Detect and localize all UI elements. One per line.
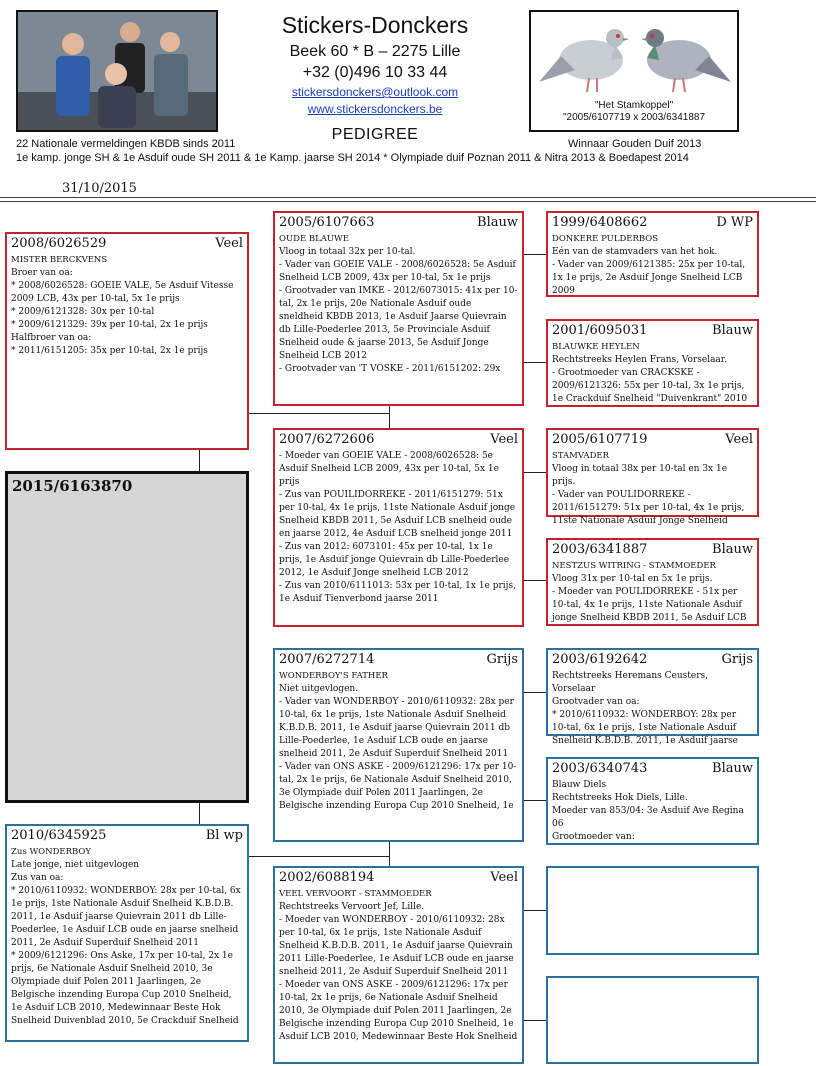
info-line: Moeder van 853/04: 3e Asduif Ave Regina 06 (552, 806, 744, 829)
info-line: Vloog 31x per 10-tal en 5x 1e prijs. (552, 574, 713, 584)
info-line: - Grootmoeder van CRACKSKE - 2009/6121326: 55x per 10-tal, 3x 1e prijs, 1e Crackduif Snelheid "Duivenkrant" 2010 (552, 368, 748, 404)
ring-number: 2001/6095031 (552, 323, 648, 338)
sds-card (546, 428, 759, 526)
pigeon-name: OUDE BLAUWE (279, 234, 349, 244)
header-contact (240, 10, 510, 144)
info-line: * 2009/6121329: 39x per 10-tal, 2x 1e prijs (11, 320, 208, 330)
dam-dam-card (273, 866, 524, 1064)
dam-card (5, 824, 249, 1042)
sdd-card (546, 538, 759, 626)
sire-dam-card (273, 428, 524, 627)
info-left: 22 Nationale vermeldingen KBDB sinds 2011 (16, 138, 236, 150)
connector (199, 450, 200, 471)
address: Beek 60 * B – 2275 Lille (289, 43, 461, 60)
sss-card (546, 211, 759, 297)
dsd-card (546, 757, 759, 845)
info-line: Vloog in totaal 32x per 10-tal. (279, 247, 416, 257)
info-line: Eén van de stamvaders van het hok. (552, 247, 718, 257)
connector (524, 362, 546, 363)
ring-number: 2010/6345925 (11, 828, 107, 843)
divider (0, 197, 816, 198)
ring-number: 2005/6107719 (552, 432, 648, 447)
main-ring: 2015/6163870 (12, 477, 133, 495)
pigeon-color: Blauw (712, 323, 753, 338)
ring-number: 2003/6340743 (552, 761, 648, 776)
info-line: - Zus van 2010/6111013: 53x per 10-tal, 1x 1e prijs, 1e Asduif Tienverbond jaarse 2011 (279, 581, 516, 604)
info-line: * 2010/6110932: WONDERBOY: 28x per 10-tal, 6x 1e prijs, 1ste Nationale Asduif Snelheid K.B.D.B. 2011, 1e Asduif jaarse Quievrain 2011 db Lille-Poederlee, 1e Asduif LCB oude en jaarse snelheid 2011, 2e Asduif Superduif Snelheid 2011 (11, 886, 241, 948)
main-pigeon-card (5, 471, 249, 803)
connector (524, 1020, 546, 1021)
dss-card (546, 648, 759, 746)
info-line: * 2011/6151205: 35x per 10-tal, 2x 1e prijs (11, 346, 208, 356)
ring-number: 2003/6341887 (552, 542, 648, 557)
pigeon-color: Veel (725, 432, 753, 447)
pigeon-color: Blauw (477, 215, 518, 230)
pigeon-name: WONDERBOY'S FATHER (279, 671, 388, 681)
info-line: Rechtstreeks Vervoort Jef, Lille. (279, 902, 425, 912)
connector (524, 580, 546, 581)
info-line: - Moeder van POULIDORREKE - 51x per 10-tal, 4x 1e prijs, 11ste Nationale Asduif jonge Snelheid KBDB 2011, 5e Asduif LCB (552, 587, 747, 623)
website-link[interactable]: www.stickersdonckers.be (307, 102, 443, 116)
info-line: Rechtstreeks Hok Diels, Lille. (552, 793, 688, 803)
pigeon-caption-1: "Het Stamkoppel" (594, 100, 674, 111)
info-line: Niet uitgevlogen. (279, 684, 359, 694)
info-line: - Moeder van ONS ASKE - 2009/6121296: 17x per 10-tal, 2x 1e prijs, 6e Nationale Asduif Snelheid 2010, 3e Olympiade duif Polen 2011 Jaarlingen, 2e Belgische inzending Europa Cup 2010 Snelheid, 1e Asduif LCB 2010, Medewinnaar Beste Hok Snelheid (279, 980, 518, 1042)
ring-number: 2008/6026529 (11, 236, 107, 251)
pigeon-name: NESTZUS WITRING - STAMMOEDER (552, 561, 716, 571)
connector (524, 800, 546, 801)
connector (389, 406, 390, 428)
sire-sire-card (273, 211, 524, 406)
info-line: - Zus van 2012: 6073101: 45x per 10-tal, 1x 1e prijs, 1e Asduif jonge Quievrain db Lille-Poederlee 2012, 1e Asduif Jonge snelheid LCB 2012 (279, 542, 510, 578)
connector (524, 692, 546, 693)
doc-title: PEDIGREE (331, 126, 419, 143)
info-line: - Zus van POUILIDORREKE - 2011/6151279: 51x per 10-tal, 4x 1e prijs, 11ste Nationale Asduif jonge Snelheid KBDB 2011, 5e Asduif LCB snelheid oude en jaarse 2012, 4e Asduif LCB snelheid jonge 2011 (279, 490, 516, 539)
info-line: Blauw Diels (552, 780, 607, 790)
date: 31/10/2015 (62, 181, 137, 196)
info-line: Broer van oa: (11, 268, 73, 278)
info-line: - Vader van ONS ASKE - 2009/6121296: 17x per 10-tal, 2x 1e prijs, 6e Nationale Asduif Snelheid 2010, 3e Olympiade duif Polen 2011 Jaarlingen, 2e Belgische inzending Europa Cup 2010 Snelheid, 1e (279, 762, 517, 811)
pigeon-color: Grijs (721, 652, 753, 667)
sire-card (5, 232, 249, 450)
pigeon-color: D WP (716, 215, 753, 230)
pigeon-color: Blauw (712, 542, 753, 557)
ddd-card-empty (546, 976, 759, 1064)
ring-number: 2007/6272606 (279, 432, 375, 447)
info-line: Vloog in totaal 38x per 10-tal en 3x 1e prijs. (552, 464, 728, 487)
family-photo-icon (18, 12, 216, 130)
dds-card-empty (546, 866, 759, 955)
brand-name: Stickers-Donckers (281, 12, 469, 38)
connector (389, 842, 390, 866)
info-line: Late jonge, niet uitgevlogen (11, 860, 140, 870)
pigeon-name: Zus WONDERBOY (11, 847, 91, 857)
email-link[interactable]: stickersdonckers@outlook.com (291, 85, 459, 99)
info-line: - Moeder van WONDERBOY - 2010/6110932: 28x per 10-tal, 6x 1e prijs, 1ste Nationale Asduif Snelheid K.B.D.B. 2011, 1e Asduif jaarse Quievrain 2011 Lille-Poederlee, 1e Asduif LCB oude en jaarse snelheid 2011, 2e Asduif Superduif Snelheid 2011 (279, 915, 514, 977)
pigeon-color: Grijs (486, 652, 518, 667)
phone: +32 (0)496 10 33 44 (302, 64, 448, 81)
pigeon-name: MISTER BERCKVENS (11, 255, 108, 265)
info-line: - Vader van GOEIE VALE - 2008/6026528: 5e Asduif Snelheid LCB 2009, 43x per 10-tal, 5x 1e prijs (279, 260, 516, 283)
info-line: Grootvader van oa: (552, 697, 640, 707)
connector (524, 254, 546, 255)
connector (249, 413, 389, 414)
ring-number: 2007/6272714 (279, 652, 375, 667)
connector (524, 910, 546, 911)
connector (524, 472, 546, 473)
ring-number: 2002/6088194 (279, 870, 375, 885)
pigeon-name: DONKERE PULDERBOS (552, 234, 659, 244)
dam-sire-card (273, 648, 524, 842)
breeders-photo (16, 10, 218, 132)
ring-number: 2003/6192642 (552, 652, 648, 667)
stamkoppel-box (529, 10, 739, 132)
info-line: * 2008/6026528: GOEIE VALE, 5e Asduif Vitesse 2009 LCB, 43x per 10-tal, 5x 1e prijs (11, 281, 234, 304)
connector (199, 803, 200, 824)
pigeon-color: Veel (215, 236, 243, 251)
info-right: Winnaar Gouden Duif 2013 (568, 138, 702, 150)
pigeon-color: Blauw (712, 761, 753, 776)
pigeon-name: VEEL VERVOORT - STAMMOEDER (279, 889, 432, 899)
connector (249, 856, 389, 857)
pigeon-pair-icon (531, 12, 737, 102)
ring-number: 1999/6408662 (552, 215, 648, 230)
info-line: Rechtstreeks Heremans Ceusters, Vorselaar (552, 671, 709, 694)
pigeon-name: BLAUWKE HEYLEN (552, 342, 640, 352)
pigeon-color: Veel (490, 870, 518, 885)
info-line: Halfbroer van oa: (11, 333, 92, 343)
info-line: - Grootvader van 'T VOSKE - 2011/6151202: 29x (279, 364, 501, 374)
pigeon-name: STAMVADER (552, 451, 609, 461)
ssd-card (546, 319, 759, 407)
info-line: * 2009/6121328: 30x per 10-tal (11, 307, 155, 317)
info-line-2: 1e kamp. jonge SH & 1e Asduif oude SH 2011 & 1e Kamp. jaarse SH 2014 * Olympiade duif Poznan 2011 & Nitra 2013 & Boedapest 2014 (16, 152, 689, 164)
info-line: - Vader van POULIDORREKE - 2011/6151279: 51x per 10-tal, 4x 1e prijs, 11ste Nationale Asduif Jonge Snelheid (552, 490, 745, 526)
info-line: * 2010/6110932: WONDERBOY: 28x per 10-tal, 6x 1e prijs, 1ste Nationale Asduif Snelheid K.B.D.B. 2011, 1e Asduif jaarse (552, 710, 738, 746)
ring-number: 2005/6107663 (279, 215, 375, 230)
pigeon-caption-2: "2005/6107719 x 2003/6341887 (562, 112, 706, 123)
divider (0, 201, 816, 202)
info-line: Rechtstreeks Heylen Frans, Vorselaar. (552, 355, 727, 365)
info-line: Zus van oa: (11, 873, 64, 883)
info-line: - Moeder van GOEIE VALE - 2008/6026528: 5e Asduif Snelheid LCB 2009, 43x per 10-tal, 5x 1e prijs (279, 451, 499, 487)
pigeon-color: Veel (490, 432, 518, 447)
pigeon-color: Bl wp (205, 828, 243, 843)
info-line: - Vader van WONDERBOY - 2010/6110932: 28x per 10-tal, 6x 1e prijs, 1ste Nationale Asduif Snelheid K.B.D.B. 2011, 1e Asduif jaarse Quievrain 2011 db Lille-Poederlee, 1e Asduif LCB oude en jaarse snelheid 2011, 2e Asduif Superduif Snelheid 2011 (279, 697, 514, 759)
info-line: - Grootvader van IMKE - 2012/6073015: 41x per 10-tal, 2x 1e prijs, 20e Nationale Asduif oude sneldheid KBDB 2013, 1e Asduif Jaarse Quievrain db Lille-Poederlee 2013, 5e Provinciale Asduif Snelheid oude & jaarse 2013, 5e Asduif Jonge Snelheid LCB 2012 (279, 286, 518, 361)
info-line: - Vader van 2009/6121385: 25x per 10-tal, 1x 1e prijs, 2e Asduif Jonge Snelheid LCB 2009 (552, 260, 746, 296)
info-line: Grootmoeder van: (552, 832, 635, 842)
info-line: * 2009/6121296: Ons Aske, 17x per 10-tal, 2x 1e prijs, 6e Nationale Asduif Snelheid 2010, 3e Olympiade duif Polen 2011 Jaarlingen, 2e Belgische inzending Europa Cup 2010 Snelheid, 1e Asduif LCB 2010, Medewinnaar Beste Hok Snelheid Duivenblad 2010, 5e Crackduif Snelheid (11, 951, 239, 1026)
